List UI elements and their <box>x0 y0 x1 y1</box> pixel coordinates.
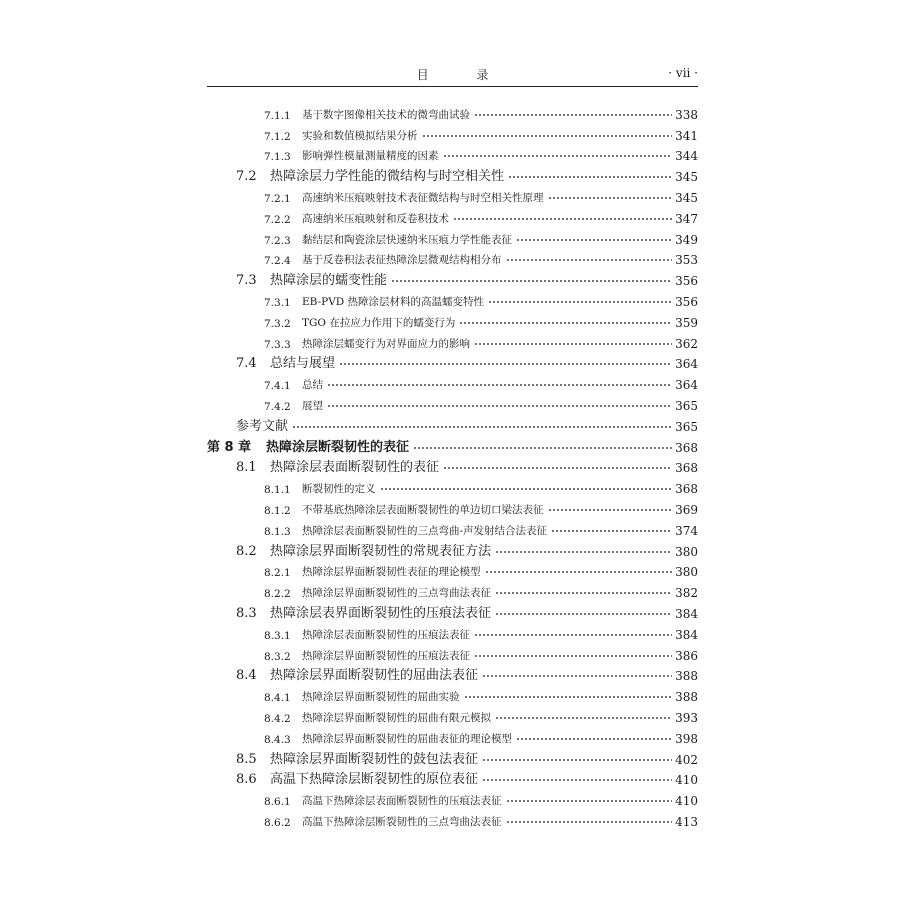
toc-entry-number: 7.4.1 <box>264 380 291 393</box>
toc-entry-page: 380 <box>675 565 698 580</box>
toc-entry-title: 热障涂层界面断裂韧性的常规表征方法 <box>270 543 492 559</box>
toc-entry-title: 热障涂层界面断裂韧性的屈曲实验 <box>302 691 460 704</box>
toc-entry-number: 8.2.2 <box>264 588 291 601</box>
toc-entry-title: 高温下热障涂层断裂韧性的原位表征 <box>270 772 479 788</box>
toc-entry-number: 8.6.1 <box>264 796 291 809</box>
toc-entry-page: 368 <box>675 440 698 455</box>
toc-entry[interactable] <box>207 683 698 704</box>
toc-chapter-entry[interactable] <box>207 434 698 455</box>
dot-leader <box>488 299 672 305</box>
dot-leader <box>443 153 673 159</box>
dot-leader <box>327 403 672 409</box>
toc-entry-number: 7.2 <box>236 169 257 185</box>
toc-entry-page: 359 <box>675 315 698 330</box>
dot-leader <box>551 528 672 534</box>
toc-references-entry[interactable] <box>207 413 698 434</box>
toc-entry-title: 参考文献 <box>236 418 289 434</box>
dot-leader <box>292 424 672 430</box>
toc-entry[interactable] <box>207 579 698 600</box>
toc-entry-page: 344 <box>675 149 698 164</box>
toc-entry-page: 338 <box>675 107 698 122</box>
dot-leader <box>327 382 672 388</box>
toc-entry[interactable] <box>207 663 698 684</box>
toc-entry-number: 8.3.1 <box>264 629 291 642</box>
dot-leader <box>482 757 672 763</box>
toc-entry-title: 热障涂层界面断裂韧性的鼓包法表征 <box>270 751 479 767</box>
toc-entry[interactable] <box>207 351 698 372</box>
toc-entry[interactable] <box>207 621 698 642</box>
dot-leader <box>413 445 672 451</box>
table-of-contents <box>207 101 698 829</box>
dot-leader <box>474 341 672 347</box>
toc-entry-page: 349 <box>675 232 698 247</box>
header-page-number: · vii · <box>668 66 698 80</box>
toc-entry[interactable] <box>207 787 698 808</box>
toc-entry-page: 356 <box>675 294 698 309</box>
toc-entry-number: 8.2.1 <box>264 567 291 580</box>
toc-entry-number: 8.1.1 <box>264 484 291 497</box>
toc-entry[interactable] <box>207 475 698 496</box>
toc-entry-number: 7.2.2 <box>264 213 291 226</box>
toc-entry[interactable] <box>207 309 698 330</box>
toc-entry-page: 365 <box>675 398 698 413</box>
toc-entry-title: 总结与展望 <box>270 356 336 372</box>
toc-entry-title: 黏结层和陶瓷涂层快速纳米压痕力学性能表征 <box>302 233 512 246</box>
toc-entry-page: 364 <box>675 378 698 393</box>
dot-leader <box>453 216 672 222</box>
toc-entry-page: 388 <box>675 690 698 705</box>
toc-entry-number: 7.1.2 <box>264 130 291 143</box>
dot-leader <box>495 549 672 555</box>
toc-entry-title: 总结 <box>302 379 323 392</box>
toc-entry-number: 7.1.1 <box>264 109 291 122</box>
dot-leader <box>380 486 673 492</box>
toc-entry-number: 7.3.1 <box>264 296 291 309</box>
toc-entry-title: 展望 <box>302 399 323 412</box>
toc-entry-number: 8.4.2 <box>264 712 291 725</box>
toc-entry[interactable] <box>207 247 698 268</box>
toc-entry[interactable] <box>207 704 698 725</box>
toc-entry-title: 热障涂层界面断裂韧性的屈曲法表征 <box>270 668 479 684</box>
toc-entry-number: 8.3.2 <box>264 650 291 663</box>
dot-leader <box>506 819 673 825</box>
toc-entry-number: 8.1 <box>236 460 257 476</box>
toc-entry-number: 8.4 <box>236 668 257 684</box>
toc-entry-title: 热障涂层界面断裂韧性的屈曲表征的理论模型 <box>302 732 512 745</box>
toc-entry[interactable] <box>207 371 698 392</box>
toc-entry-number: 8.1.2 <box>264 504 291 517</box>
toc-entry-page: 398 <box>675 731 698 746</box>
toc-entry-page: 345 <box>675 170 698 185</box>
toc-entry[interactable] <box>207 496 698 517</box>
toc-entry[interactable] <box>207 559 698 580</box>
toc-entry-page: 410 <box>675 794 698 809</box>
toc-entry-number: 7.2.1 <box>264 192 291 205</box>
toc-entry-title: 高速纳米压痕映射和反卷积技术 <box>302 212 449 225</box>
toc-entry-page: 380 <box>675 544 698 559</box>
dot-leader <box>339 361 672 367</box>
toc-entry-page: 410 <box>675 773 698 788</box>
toc-entry[interactable] <box>207 330 698 351</box>
toc-entry[interactable] <box>207 538 698 559</box>
dot-leader <box>459 320 672 326</box>
toc-entry-number: 7.2.4 <box>264 255 291 268</box>
toc-entry-title: TGO 在拉应力作用下的蠕变行为 <box>302 316 456 329</box>
toc-entry[interactable] <box>207 288 698 309</box>
toc-entry-title: 热障涂层表面断裂韧性的三点弯曲-声发射结合法表征 <box>302 524 548 537</box>
toc-entry-title: 高温下热障涂层表面断裂韧性的压痕法表征 <box>302 795 502 808</box>
toc-entry-number: 8.6 <box>236 772 257 788</box>
toc-entry[interactable] <box>207 392 698 413</box>
toc-entry-number: 7.4.2 <box>264 400 291 413</box>
dot-leader <box>495 590 672 596</box>
toc-entry-number: 8.4.1 <box>264 692 291 705</box>
toc-entry-page: 341 <box>675 128 698 143</box>
toc-entry-number: 8.1.3 <box>264 525 291 538</box>
toc-entry-title: 热障涂层力学性能的微结构与时空相关性 <box>270 169 505 185</box>
toc-entry-title: 基于数字图像相关技术的微弯曲试验 <box>302 108 470 121</box>
toc-entry-title: 热障涂层蠕变行为对界面应力的影响 <box>302 337 470 350</box>
dot-leader <box>548 507 673 513</box>
toc-entry-title: 热障涂层表面断裂韧性的表征 <box>270 460 440 476</box>
toc-entry-number: 7.3.3 <box>264 338 291 351</box>
dot-leader <box>443 465 672 471</box>
toc-entry-page: 369 <box>675 502 698 517</box>
toc-entry-page: 374 <box>675 523 698 538</box>
running-header <box>207 62 698 87</box>
toc-entry-page: 393 <box>675 710 698 725</box>
toc-entry[interactable] <box>207 122 698 143</box>
dot-leader <box>506 798 673 804</box>
dot-leader <box>422 133 673 139</box>
dot-leader <box>548 195 673 201</box>
dot-leader <box>391 278 672 284</box>
toc-entry-title: 热障涂层界面断裂韧性的屈曲有限元模拟 <box>302 711 491 724</box>
toc-entry[interactable] <box>207 808 698 829</box>
dot-leader <box>474 653 672 659</box>
toc-entry[interactable] <box>207 205 698 226</box>
toc-entry[interactable] <box>207 226 698 247</box>
toc-entry-title: 不带基底热障涂层表面断裂韧性的单边切口梁法表征 <box>302 503 544 516</box>
toc-entry-number: 7.3.2 <box>264 317 291 330</box>
toc-entry-page: 347 <box>675 211 698 226</box>
toc-entry-title: 热障涂层断裂韧性的表征 <box>266 439 410 455</box>
toc-entry-title: 影响弹性模量测量精度的因素 <box>302 150 439 163</box>
toc-entry-number: 第 8 章 <box>207 439 252 455</box>
toc-entry-title: 热障涂层表面断裂韧性的压痕法表征 <box>302 628 470 641</box>
toc-entry-number: 7.2.3 <box>264 234 291 247</box>
dot-leader <box>495 715 672 721</box>
toc-entry-page: 384 <box>675 627 698 642</box>
toc-entry-number: 7.1.3 <box>264 151 291 164</box>
toc-entry-page: 386 <box>675 648 698 663</box>
dot-leader <box>474 632 672 638</box>
toc-entry-number: 8.4.3 <box>264 733 291 746</box>
toc-entry-page: 364 <box>675 357 698 372</box>
toc-entry-page: 402 <box>675 752 698 767</box>
dot-leader <box>516 237 672 243</box>
toc-entry-page: 356 <box>675 274 698 289</box>
toc-entry[interactable] <box>207 767 698 788</box>
toc-entry-title: 热障涂层表界面断裂韧性的压痕法表征 <box>270 605 492 621</box>
toc-entry[interactable] <box>207 184 698 205</box>
toc-entry-page: 368 <box>675 482 698 497</box>
toc-entry-title: 热障涂层的蠕变性能 <box>270 273 388 289</box>
toc-entry[interactable] <box>207 267 698 288</box>
toc-entry-number: 8.5 <box>236 751 257 767</box>
toc-entry-title: 热障涂层界面断裂韧性的三点弯曲法表征 <box>302 587 491 600</box>
dot-leader <box>516 736 672 742</box>
toc-entry[interactable] <box>207 642 698 663</box>
dot-leader <box>482 777 672 783</box>
toc-entry-page: 413 <box>675 814 698 829</box>
toc-entry[interactable] <box>207 746 698 767</box>
toc-entry-page: 353 <box>675 253 698 268</box>
dot-leader <box>508 174 672 180</box>
toc-entry-page: 365 <box>675 419 698 434</box>
dot-leader <box>485 569 673 575</box>
toc-entry-number: 7.3 <box>236 273 257 289</box>
toc-entry[interactable] <box>207 455 698 476</box>
toc-entry-title: 高温下热障涂层断裂韧性的三点弯曲法表征 <box>302 815 502 828</box>
dot-leader <box>506 257 673 263</box>
toc-entry[interactable] <box>207 725 698 746</box>
toc-entry-title: 基于反卷积法表征热障涂层微观结构相分布 <box>302 254 502 267</box>
toc-entry[interactable] <box>207 143 698 164</box>
dot-leader <box>464 694 673 700</box>
toc-entry-number: 8.2 <box>236 543 257 559</box>
toc-entry[interactable] <box>207 517 698 538</box>
toc-entry-title: 热障涂层界面断裂韧性的压痕法表征 <box>302 649 470 662</box>
toc-entry-page: 345 <box>675 190 698 205</box>
toc-entry-number: 8.3 <box>236 605 257 621</box>
toc-entry[interactable] <box>207 101 698 122</box>
toc-entry-title: 断裂韧性的定义 <box>302 483 376 496</box>
toc-entry[interactable] <box>207 163 698 184</box>
dot-leader <box>482 673 672 679</box>
toc-entry-title: EB-PVD 热障涂层材料的高温蠕变特性 <box>302 295 485 308</box>
toc-entry-title: 热障涂层界面断裂韧性表征的理论模型 <box>302 566 481 579</box>
toc-entry-number: 8.6.2 <box>264 816 291 829</box>
toc-entry-page: 382 <box>675 586 698 601</box>
toc-entry[interactable] <box>207 600 698 621</box>
toc-entry-page: 384 <box>675 606 698 621</box>
toc-entry-title: 高速纳米压痕映射技术表征微结构与时空相关性原理 <box>302 191 544 204</box>
header-title: 目 录 <box>416 68 511 82</box>
toc-entry-title: 实验和数值模拟结果分析 <box>302 129 418 142</box>
dot-leader <box>495 611 672 617</box>
toc-entry-page: 388 <box>675 669 698 684</box>
toc-entry-page: 368 <box>675 461 698 476</box>
toc-entry-number: 7.4 <box>236 356 257 372</box>
dot-leader <box>474 112 672 118</box>
toc-entry-page: 362 <box>675 336 698 351</box>
